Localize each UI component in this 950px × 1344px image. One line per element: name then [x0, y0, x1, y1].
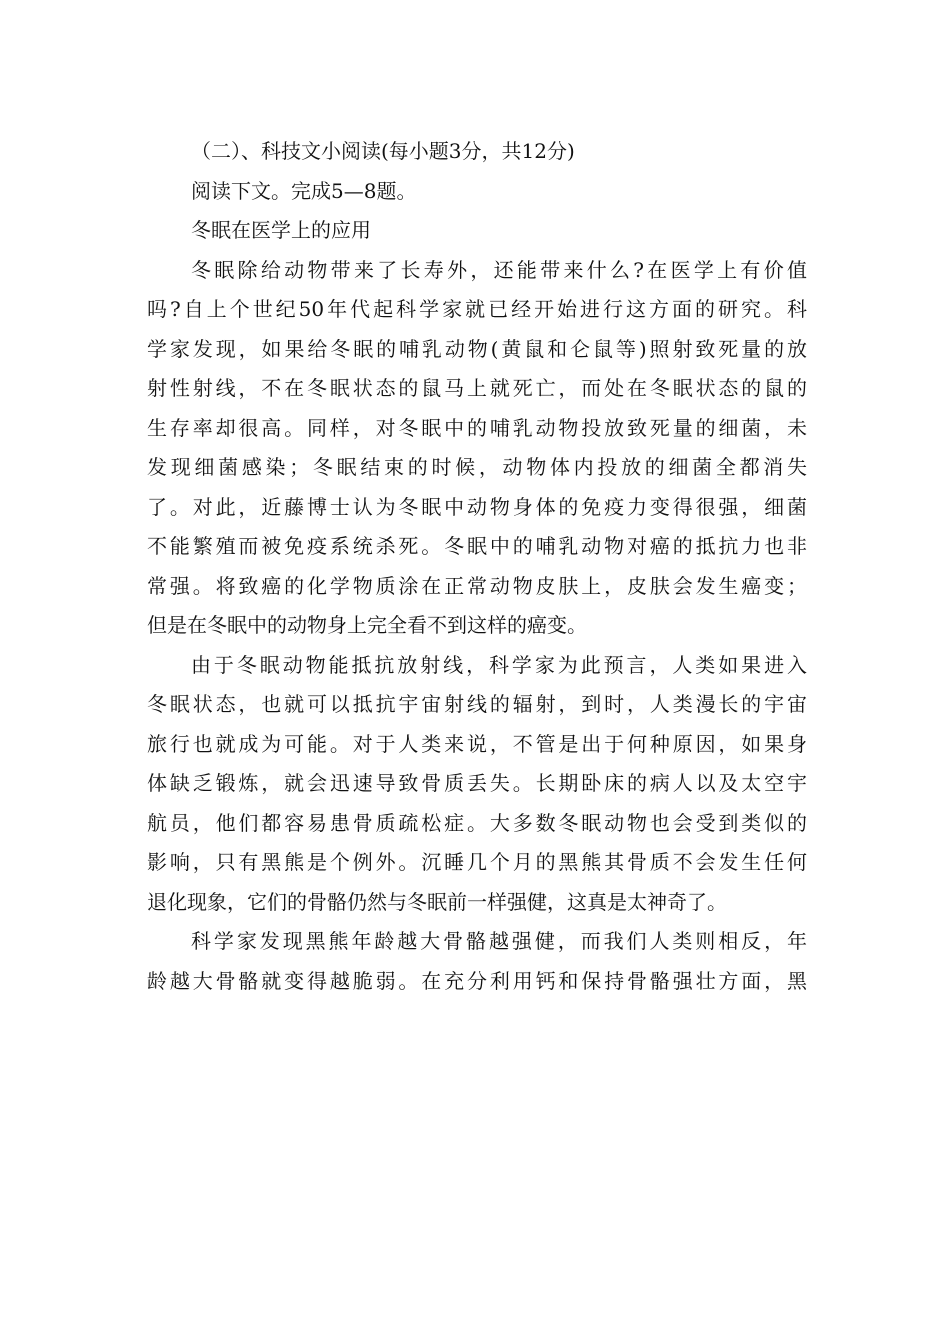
paragraph-line: 旅行也就成为可能。对于人类来说，不管是出于何种原因，如果身 [147, 731, 807, 756]
paragraph-2 [147, 646, 807, 923]
paragraph-line: 发现细菌感染；冬眠结束的时候，动物体内投放的细菌全都消失 [147, 455, 807, 479]
document-content [147, 132, 807, 1001]
paragraph-line: 由于冬眠动物能抵抗放射线，科学家为此预言，人类如果进入 [191, 652, 807, 677]
paragraph-1 [147, 251, 807, 646]
paragraph-3 [147, 922, 807, 1001]
paragraph-line: 但是在冬眠中的动物身上完全看不到这样的癌变。 [147, 613, 587, 637]
paragraph-line: 射性射线，不在冬眠状态的鼠马上就死亡，而处在冬眠状态的鼠的 [147, 376, 807, 400]
paragraph-line: 航员，他们都容易患骨质疏松症。大多数冬眠动物也会受到类似的 [147, 810, 807, 835]
instruction-text: 阅读下文。完成5—8题。 [191, 178, 417, 203]
paragraph-line: 了。对此，近藤博士认为冬眠中动物身体的免疫力变得很强，细菌 [147, 494, 807, 519]
paragraph-line: 生存率却很高。同样，对冬眠中的哺乳动物投放致死量的细菌，未 [147, 415, 807, 440]
paragraph-line: 吗?自上个世纪50年代起科学家就已经开始进行这方面的研究。科 [147, 297, 807, 321]
paragraph-line: 退化现象，它们的骨骼仍然与冬眠前一样强健，这真是太神奇了。 [147, 889, 727, 914]
paragraph-line: 冬眠除给动物带来了长寿外，还能带来什么?在医学上有价值 [191, 257, 807, 282]
paragraph-line: 不能繁殖而被免疫系统杀死。冬眠中的哺乳动物对癌的抵抗力也非 [147, 534, 807, 558]
paragraph-line: 常强。将致癌的化学物质涂在正常动物皮肤上，皮肤会发生癌变； [147, 573, 807, 598]
paragraph-line: 科学家发现黑熊年龄越大骨骼越强健，而我们人类则相反，年 [191, 929, 807, 953]
paragraph-line: 影响，只有黑熊是个例外。沉睡几个月的黑熊其骨质不会发生任何 [147, 850, 807, 874]
paragraph-line: 学家发现，如果给冬眠的哺乳动物(黄鼠和仑鼠等)照射致死量的放 [147, 336, 807, 361]
paragraph-line: 冬眠状态，也就可以抵抗宇宙射线的辐射，到时，人类漫长的宇宙 [147, 692, 807, 716]
paragraph-line: 龄越大骨骼就变得越脆弱。在充分利用钙和保持骨骼强壮方面，黑 [147, 968, 807, 993]
article-title: 冬眠在医学上的应用 [191, 218, 371, 242]
section-heading: （二）、科技文小阅读(每小题3分，共12分) [191, 139, 575, 163]
paragraph-line: 体缺乏锻炼，就会迅速导致骨质丢失。长期卧床的病人以及太空宇 [147, 771, 807, 795]
